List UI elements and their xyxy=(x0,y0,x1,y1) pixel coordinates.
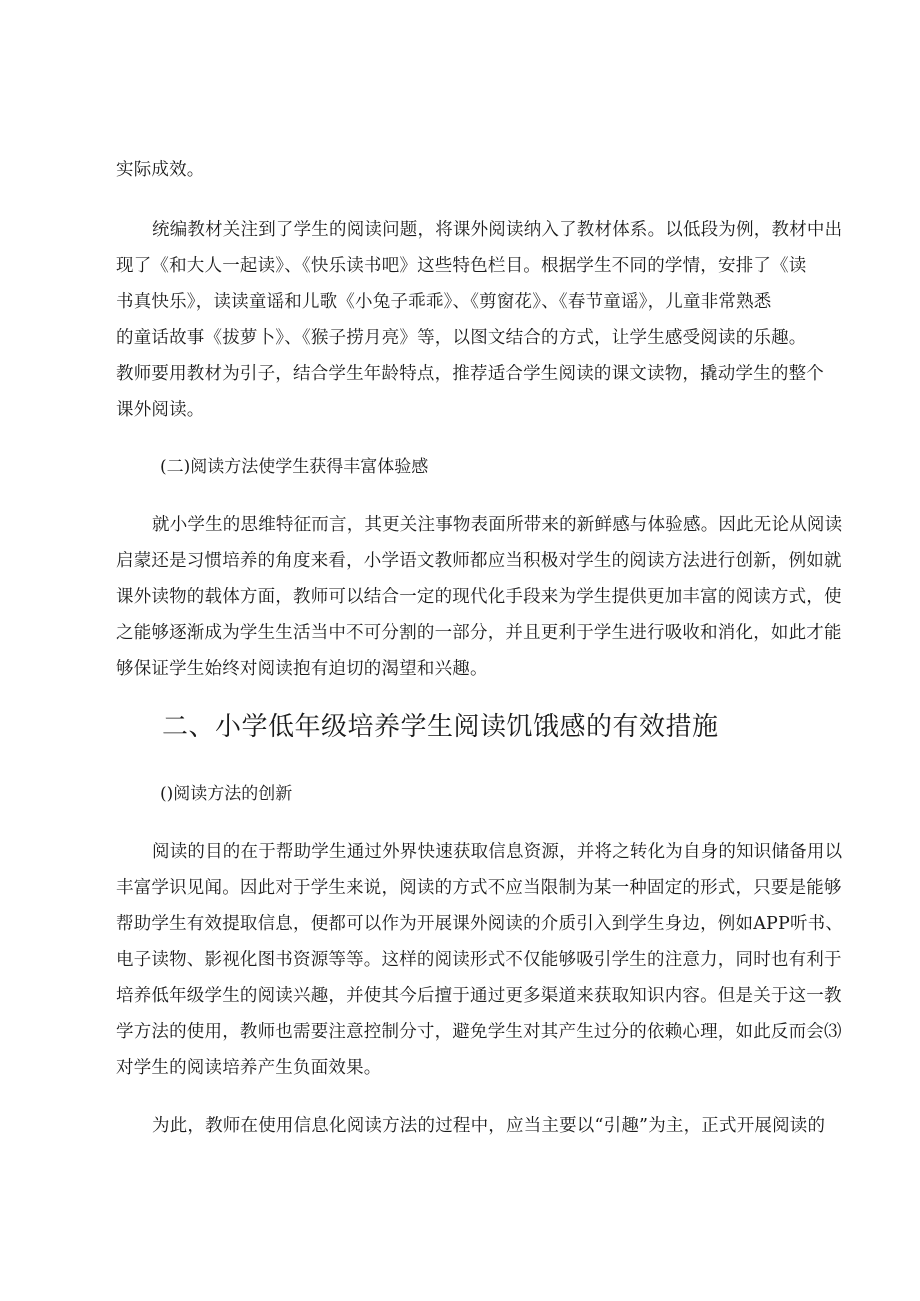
text-line: 就小学生的思维特征而言，其更关注事物表面所带来的新鲜感与体验感。因此无论从阅读 xyxy=(152,515,843,535)
text-line: 的童话故事《拔萝卜》、《猴子捞月亮》等，以图文结合的方式，让学生感受阅读的乐趣。 xyxy=(116,328,807,348)
text-line: 统编教材关注到了学生的阅读问题，将课外阅读纳入了教材体系。以低段为例，教材中出 xyxy=(152,220,843,240)
text-line: 实际成效。 xyxy=(116,160,205,180)
section-subheading: (二)阅读方法使学生获得丰富体验感 xyxy=(160,457,429,477)
text-line: 课外读物的载体方面，教师可以结合一定的现代化手段来为学生提供更加丰富的阅读方式，使 xyxy=(116,587,842,607)
text-line: 帮助学生有效提取信息，便都可以作为开展课外阅读的介质引入到学生身边，例如APP听书、 xyxy=(116,914,844,934)
text-line: 丰富学识见闻。因此对于学生来说，阅读的方式不应当限制为某一种固定的形式，只要是能够 xyxy=(116,878,842,898)
text-line: 现了《和大人一起读》、《快乐读书吧》这些特色栏目。根据学生不同的学情，安排了《读 xyxy=(116,256,807,276)
text-line: 启蒙还是习惯培养的角度来看，小学语文教师都应当积极对学生的阅读方法进行创新，例如就 xyxy=(116,551,842,571)
text-line: 书真快乐》，读读童谣和儿歌《小兔子乖乖》、《剪窗花》、《春节童谣》，儿童非常熟悉 xyxy=(116,292,772,312)
text-line: 电子读物、影视化图书资源等等。这样的阅读形式不仅能够吸引学生的注意力，同时也有利于 xyxy=(116,950,842,970)
text-line: 教师要用教材为引子，结合学生年龄特点，推荐适合学生阅读的课文读物，撬动学生的整个 xyxy=(116,364,824,384)
section-subheading: ()阅读方法的创新 xyxy=(160,784,293,804)
text-line: 够保证学生始终对阅读抱有迫切的渴望和兴趣。 xyxy=(116,659,488,679)
text-line: 培养低年级学生的阅读兴趣，并使其今后擅于通过更多渠道来获取知识内容。但是关于这一教 xyxy=(116,986,842,1006)
section-heading: 二、小学低年级培养学生阅读饥饿感的有效措施 xyxy=(162,712,719,742)
text-line: 为此，教师在使用信息化阅读方法的过程中，应当主要以“引趣”为主，正式开展阅读的 xyxy=(152,1116,826,1136)
text-line: 对学生的阅读培养产生负面效果。 xyxy=(116,1058,382,1078)
text-line: 之能够逐渐成为学生生活当中不可分割的一部分，并且更利于学生进行吸收和消化，如此才能 xyxy=(116,623,842,643)
text-line: 课外阅读。 xyxy=(116,400,205,420)
text-line: 学方法的使用，教师也需要注意控制分寸，避免学生对其产生过分的依赖心理，如此反而会⑶ xyxy=(116,1022,842,1042)
text-line: 阅读的目的在于帮助学生通过外界快速获取信息资源，并将之转化为自身的知识储备用以 xyxy=(152,842,843,862)
